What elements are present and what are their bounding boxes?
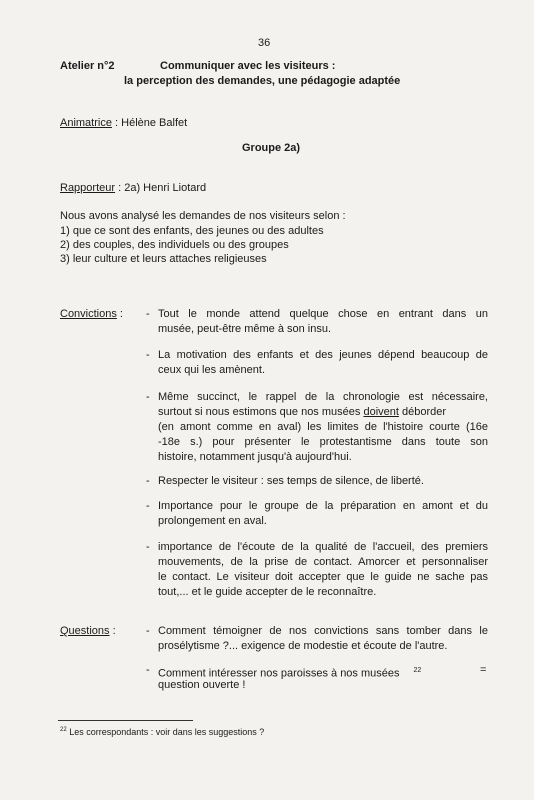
conviction-6-line-4: tout,... et le guide accepter de le reconnaître. xyxy=(158,586,377,598)
questions-label: Questions xyxy=(60,625,110,637)
conviction-3-line-2b: déborder xyxy=(398,406,447,418)
rapporteur-label: Rapporteur xyxy=(60,182,116,194)
convictions-heading xyxy=(60,307,123,322)
convictions-colon: : xyxy=(116,308,123,320)
question-1 xyxy=(158,624,488,654)
conviction-3-line-2a: surtout si nous estimons que nos musées xyxy=(158,406,364,418)
conviction-2-dash: - xyxy=(146,349,150,361)
question-1-line-1: Comment témoigner de nos convictions sans tomber dans le xyxy=(158,625,488,637)
questions-colon: : xyxy=(109,625,116,637)
page-number: 36 xyxy=(258,37,271,49)
animatrice-label: Animatrice xyxy=(60,117,112,129)
conviction-3-line-1: Même succinct, le rappel de la chronologie est nécessaire, xyxy=(158,391,488,403)
conviction-6 xyxy=(158,540,488,600)
conviction-6-line-2: mouvements, de la prise de contact. Amorcer et personnaliser xyxy=(158,556,488,568)
rapporteur-value: : 2a) Henri Liotard xyxy=(115,182,207,194)
footnote-text: Les correspondants : voir dans les suggestions ? xyxy=(69,727,265,737)
intro-item-2: 2) des couples, des individuels ou des groupes xyxy=(60,239,289,251)
conviction-2 xyxy=(158,348,488,378)
conviction-3-line-5: histoire, notamment jusqu'à aujourd'hui. xyxy=(158,451,352,463)
conviction-4-line-1: Respecter le visiteur : ses temps de silence, de liberté. xyxy=(158,475,424,487)
intro-item-1: 1) que ce sont des enfants, des jeunes ou des adultes xyxy=(60,225,324,237)
atelier-label: Atelier n°2 xyxy=(60,60,115,72)
question-2-dash: - xyxy=(146,664,150,676)
conviction-4 xyxy=(158,474,488,489)
conviction-1-line-2: musée, peut-être même à son insu. xyxy=(158,323,332,335)
animatrice-line xyxy=(60,116,187,131)
footnote-ref: 22 xyxy=(413,667,422,674)
conviction-5-line-1: Importance pour le groupe de la préparation en amont et du xyxy=(158,500,488,512)
conviction-3-dash: - xyxy=(146,391,150,403)
intro-lead: Nous avons analysé les demandes de nos visiteurs selon : xyxy=(60,210,346,222)
animatrice-value: : Hélène Balfet xyxy=(111,117,188,129)
footnote xyxy=(60,724,264,738)
footnote-rule xyxy=(58,720,193,721)
conviction-2-line-1: La motivation des enfants et des jeunes dépend beaucoup de xyxy=(158,349,488,361)
conviction-3-emphasis: doivent xyxy=(363,406,399,418)
conviction-1-line-1: Tout le monde attend quelque chose en entrant dans un xyxy=(158,308,488,320)
footnote-mark: 22 xyxy=(60,727,67,733)
conviction-6-line-1: importance de l'écoute de la qualité de l'accueil, des premiers xyxy=(158,541,488,553)
conviction-6-line-3: le contact. Le visiteur doit accepter que le guide ne sache pas xyxy=(158,571,488,583)
conviction-6-dash: - xyxy=(146,541,150,553)
title-line-1: Communiquer avec les visiteurs : xyxy=(160,60,336,72)
conviction-1-dash: - xyxy=(146,308,150,320)
conviction-3 xyxy=(158,390,488,465)
conviction-3-line-3: (en amont comme en aval) les limites de l'histoire courte (16e xyxy=(158,421,488,433)
question-1-dash: - xyxy=(146,625,150,637)
title-line-2: la perception des demandes, une pédagogie adaptée xyxy=(124,75,401,87)
conviction-4-dash: - xyxy=(146,475,150,487)
conviction-5 xyxy=(158,499,488,529)
conviction-1 xyxy=(158,307,488,337)
conviction-5-line-2: prolongement en aval. xyxy=(158,515,267,527)
question-2-text: Comment intéresser nos paroisses à nos musées xyxy=(158,667,400,680)
question-2-equals: = xyxy=(480,664,487,676)
question-1-line-2: prosélytisme ?... exigence de modestie et écoute de l'autre. xyxy=(158,640,448,652)
group-title: Groupe 2a) xyxy=(242,142,301,154)
conviction-3-line-4: -18e s.) pour présenter le protestantisme dans toute son xyxy=(158,436,488,448)
question-2-line-2: question ouverte ! xyxy=(158,679,246,691)
conviction-3-line-2 xyxy=(158,405,488,420)
conviction-2-line-2: ceux qui les amènent. xyxy=(158,364,266,376)
conviction-5-dash: - xyxy=(146,500,150,512)
intro-item-3: 3) leur culture et leurs attaches religieuses xyxy=(60,253,267,265)
rapporteur-line xyxy=(60,181,206,196)
convictions-label: Convictions xyxy=(60,308,117,320)
questions-heading xyxy=(60,624,116,639)
